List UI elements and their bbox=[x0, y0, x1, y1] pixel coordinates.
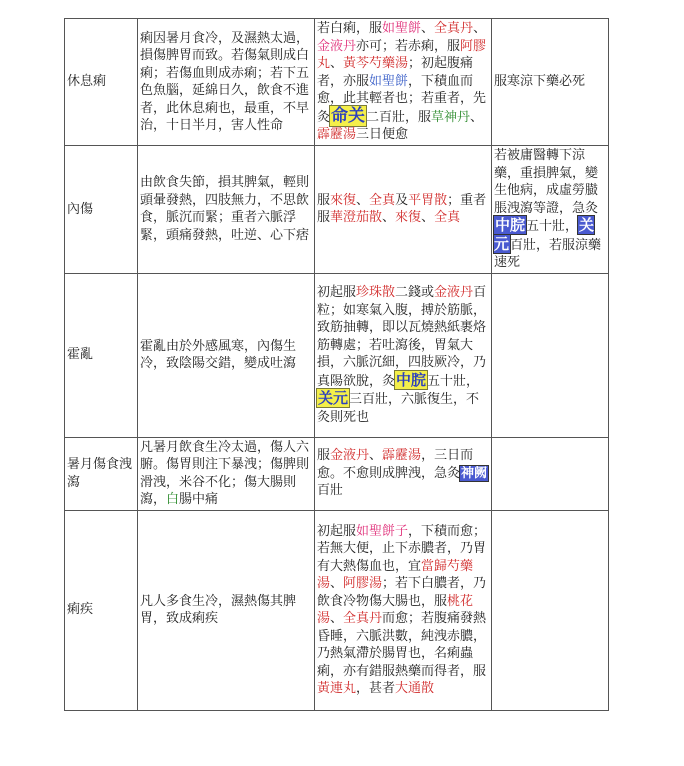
acupoint-highlight: 中脘 bbox=[396, 370, 427, 389]
acupoint-highlight: 神阙 bbox=[461, 465, 488, 481]
treatment-table bbox=[64, 18, 609, 711]
disease-name: 休息痢 bbox=[65, 19, 138, 146]
disease-name: 內傷 bbox=[65, 146, 138, 274]
note-text: 服寒涼下藥必死 bbox=[492, 19, 609, 146]
table-row bbox=[65, 437, 609, 510]
note-text: 若被庸醫轉下涼藥，重損脾氣，變生他病，成虛勞臌脹洩瀉等證，急灸中脘五十壯，关元百壯，若服涼藥速死 bbox=[492, 146, 609, 274]
table-row bbox=[65, 510, 609, 710]
table-row bbox=[65, 273, 609, 437]
cause-text: 痢因暑月食冷，及濕熱太過，損傷脾胃而致。若傷氣則成白痢；若傷血則成赤痢；若下五色魚腦，延綿日久，飲食不進者，此休息痢也，最重，不早治，十日半月，害人性命 bbox=[138, 19, 315, 146]
disease-name: 暑月傷食洩瀉 bbox=[65, 437, 138, 510]
cause-text: 凡暑月飲食生冷太過，傷人六腑。傷胃則注下暴洩；傷脾則滑洩，米谷不化；傷大腸則瀉，白腸中痛 bbox=[138, 437, 315, 510]
cause-text: 由飲食失節，損其脾氣，輕則頭暈發熱，四肢無力，不思飲食，脈沉而緊；重者六脈浮緊，頭痛發熱，吐逆、心下痞 bbox=[138, 146, 315, 274]
treatment-text: 服來復、全真及平胃散；重者服華澄茄散、來復、全真 bbox=[315, 146, 492, 274]
acupoint-highlight: 命关 bbox=[331, 105, 366, 126]
treatment-text: 若白痢，服如聖餅、全真丹、金液丹亦可；若赤痢，服阿膠丸、黃芩芍藥湯；初起腹痛者，亦服如聖餅，下積血而愈，此其輕者也；若重者，先灸命关二百壯，服草神丹、霹靂湯三日便愈 bbox=[315, 19, 492, 146]
acupoint-highlight: 关元 bbox=[318, 389, 349, 407]
table-row bbox=[65, 146, 609, 274]
treatment-text: 服金液丹、霹靂湯，三日而愈。不愈則成脾洩，急灸神阙百壯 bbox=[315, 437, 492, 510]
note-text bbox=[492, 437, 609, 510]
acupoint-highlight: 中脘 bbox=[495, 216, 526, 234]
cause-text: 霍亂由於外感風寒，內傷生冷，致陰陽交錯，變成吐瀉 bbox=[138, 273, 315, 437]
table-row bbox=[65, 19, 609, 146]
note-text bbox=[492, 273, 609, 437]
disease-name: 痢疾 bbox=[65, 510, 138, 710]
cause-text: 凡人多食生冷，濕熱傷其脾胃，致成痢疾 bbox=[138, 510, 315, 710]
acupoint-highlight: 关元 bbox=[494, 216, 595, 253]
treatment-text: 初起服珍珠散二錢或金液丹百粒；如寒氣入腹，搏於筋脈，致筋抽轉，即以瓦燒熱紙裹烙筋轉處；若吐瀉後，胃氣大損，六脈沉細，四肢厥冷，乃真陽欲脫，灸中脘五十壯，关元三百壯，六脈復生，不灸則死也 bbox=[315, 273, 492, 437]
disease-name: 霍亂 bbox=[65, 273, 138, 437]
note-text bbox=[492, 510, 609, 710]
treatment-text: 初起服如聖餅子，下積而愈；若無大便，止下赤膿者，乃胃有大熱傷血也，宜當歸芍藥湯、阿膠湯；若下白膿者，乃飲食冷物傷大腸也，服桃花湯、全真丹而愈；若腹痛發熱昏睡，六脈洪數，純洩赤膿，乃熱氣滯於腸胃也，名痢蟲痢，亦有錯服熱藥而得者，服黃連丸，甚者大通散 bbox=[315, 510, 492, 710]
